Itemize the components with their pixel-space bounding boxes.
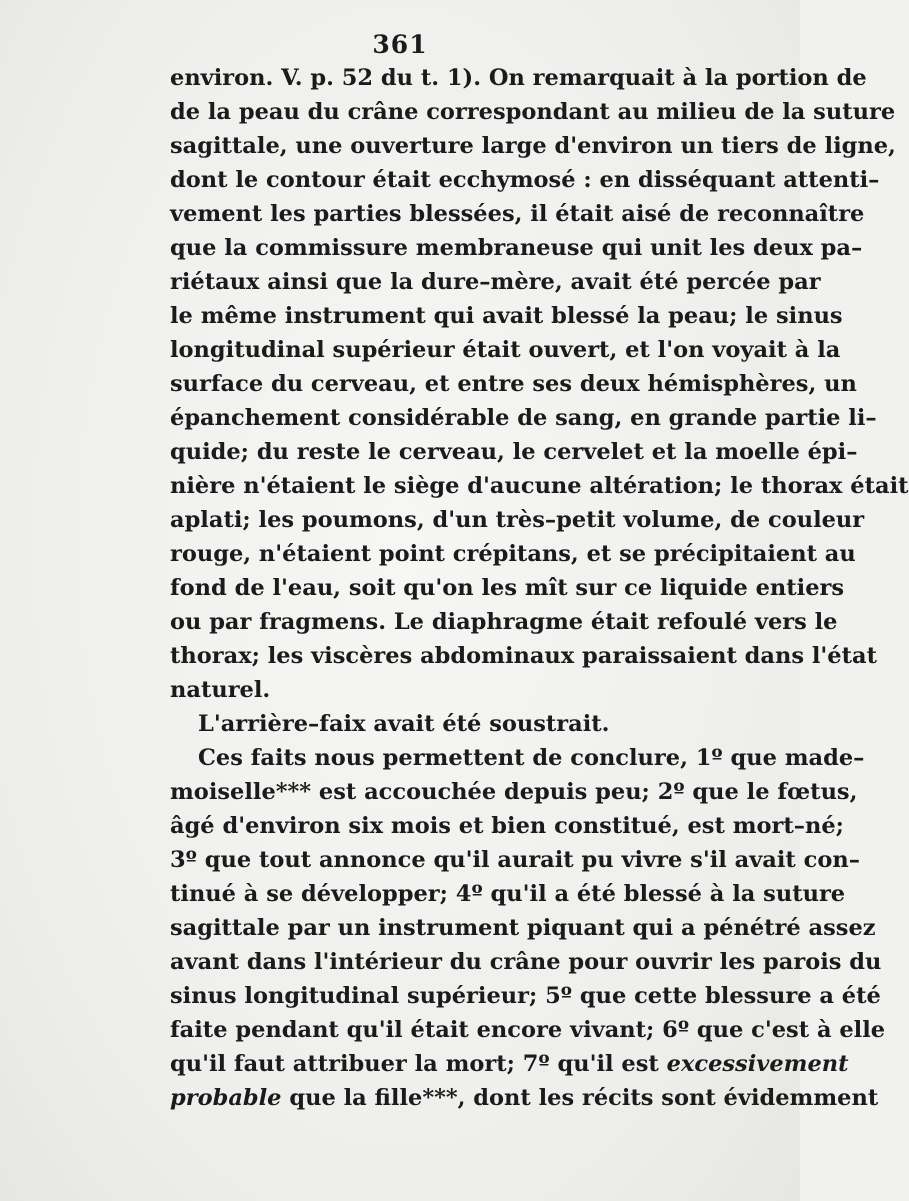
text-line (170, 265, 821, 299)
text-line-content: surface du cerveau, et entre ses deux hémisphères, un (170, 371, 857, 397)
text-line-content: qu'il faut attribuer la mort; 7º qu'il est (170, 1051, 659, 1077)
text-line (170, 911, 876, 945)
text-line-content: sagittale, une ouverture large d'environ un tiers de ligne, (170, 133, 896, 159)
text-line (170, 469, 909, 503)
text-line (170, 877, 846, 911)
text-line (170, 775, 858, 809)
text-line (170, 435, 858, 469)
text-line (170, 503, 865, 537)
emphasis-text: excessivement (666, 1051, 849, 1077)
text-line (170, 1047, 849, 1081)
text-line (170, 945, 882, 979)
text-line (170, 333, 841, 367)
text-line (170, 605, 838, 639)
text-line-content: environ. V. p. 52 du t. 1). On remarquait à la portion de (170, 65, 867, 91)
text-line-content: dont le contour était ecchymosé : en disséquant attenti– (170, 167, 880, 193)
text-line (170, 809, 844, 843)
text-line-content: sinus longitudinal supérieur; 5º que cette blessure a été (170, 983, 881, 1009)
text-line (170, 979, 881, 1013)
text-line (170, 571, 845, 605)
text-line-content: ou par fragmens. Le diaphragme était refoulé vers le (170, 609, 838, 635)
text-line-content: thorax; les viscères abdominaux paraissaient dans l'état (170, 643, 877, 669)
text-line-content: sagittale par un instrument piquant qui a pénétré assez (170, 915, 876, 941)
text-line-content: riétaux ainsi que la dure–mère, avait été percée par (170, 269, 821, 295)
text-line-content: quide; du reste le cerveau, le cervelet et la moelle épi– (170, 439, 858, 465)
text-line-content: tinué à se développer; 4º qu'il a été blessé à la suture (170, 881, 846, 907)
text-line-content: moiselle*** est accouchée depuis peu; 2º que le fœtus, (170, 779, 858, 805)
text-line-content: rouge, n'étaient point crépitans, et se précipitaient au (170, 541, 856, 567)
text-line-content: fond de l'eau, soit qu'on les mît sur ce liquide entiers (170, 575, 845, 601)
text-line-content: longitudinal supérieur était ouvert, et l'on voyait à la (170, 337, 841, 363)
text-line-content: 3º que tout annonce qu'il aurait pu vivre s'il avait con– (170, 847, 860, 873)
text-line-content: L'arrière–faix avait été soustrait. (198, 711, 610, 737)
body-text (170, 61, 909, 1115)
emphasis-text: probable (170, 1085, 282, 1111)
text-line-content: nière n'étaient le siège d'aucune altération; le thorax était (170, 473, 909, 499)
text-line (170, 843, 860, 877)
text-line-content: que la fille***, dont les récits sont évidemment (289, 1085, 879, 1111)
text-line-content: vement les parties blessées, il était aisé de reconnaître (170, 201, 865, 227)
text-line (170, 1013, 886, 1047)
text-line (170, 707, 740, 741)
text-line (170, 231, 863, 265)
text-line (170, 639, 877, 673)
page-number: 361 (372, 30, 428, 59)
text-line (170, 1081, 879, 1115)
text-line (170, 197, 865, 231)
text-line-content: Ces faits nous permettent de conclure, 1º que made– (198, 745, 865, 771)
text-line-content: que la commissure membraneuse qui unit les deux pa– (170, 235, 863, 261)
text-line (170, 163, 880, 197)
text-line-content: âgé d'environ six mois et bien constitué, est mort–né; (170, 813, 844, 839)
text-line (170, 61, 867, 95)
text-line-content: le même instrument qui avait blessé la peau; le sinus (170, 303, 843, 329)
text-line (170, 537, 856, 571)
text-line-content: de la peau du crâne correspondant au milieu de la suture (170, 99, 896, 125)
text-line-content: naturel. (170, 677, 271, 703)
text-line-content: épanchement considérable de sang, en grande partie li– (170, 405, 877, 431)
text-line (170, 741, 865, 775)
text-line-content: aplati; les poumons, d'un très–petit volume, de couleur (170, 507, 865, 533)
text-line (170, 129, 896, 163)
text-line (170, 299, 843, 333)
text-line (170, 673, 740, 707)
text-line (170, 95, 896, 129)
text-line (170, 367, 857, 401)
text-line (170, 401, 877, 435)
text-line-content: faite pendant qu'il était encore vivant; 6º que c'est à elle (170, 1017, 886, 1043)
text-line-content: avant dans l'intérieur du crâne pour ouvrir les parois du (170, 949, 882, 975)
